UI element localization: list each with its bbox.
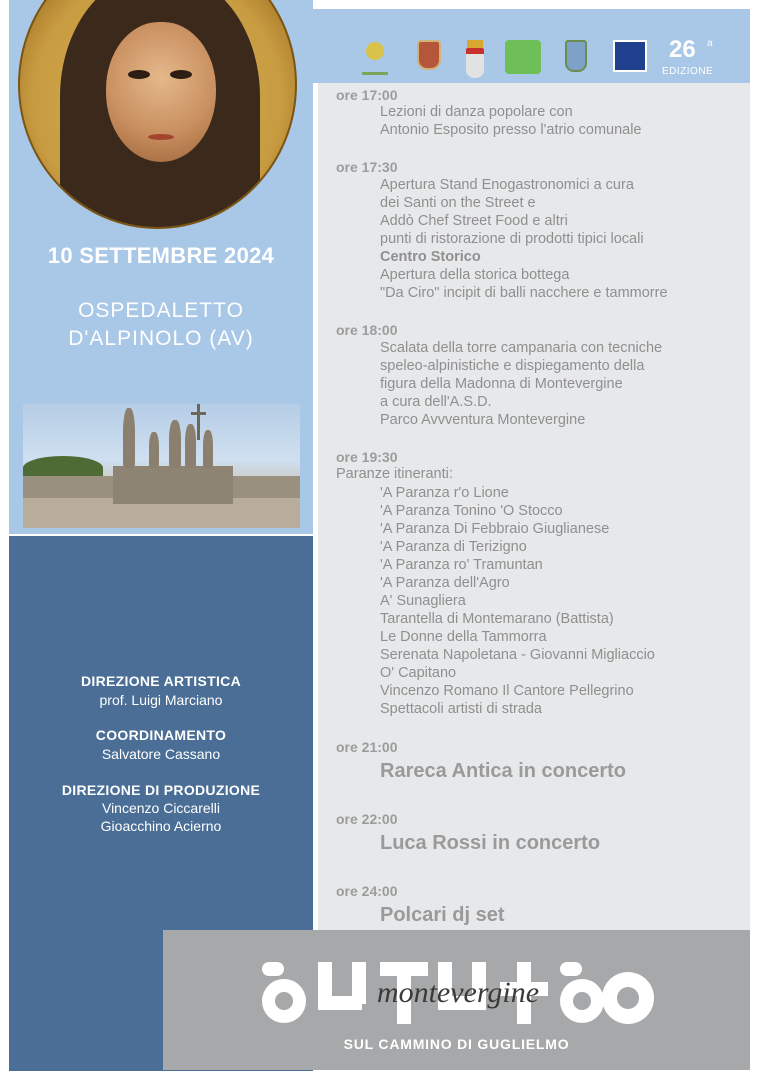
program-time: ore 18:00 bbox=[336, 322, 398, 338]
program-line: 'A Paranza dell'Agro bbox=[380, 575, 510, 591]
program-line: 'A Paranza Di Febbraio Giuglianese bbox=[380, 521, 610, 537]
program-time: ore 19:30 bbox=[336, 449, 398, 465]
program-headline: Luca Rossi in concerto bbox=[380, 832, 601, 854]
coat-of-arms-logo-2 bbox=[465, 40, 485, 78]
credit-role: DIREZIONE ARTISTICA bbox=[81, 673, 241, 689]
program-line: Tarantella di Montemarano (Battista) bbox=[380, 611, 614, 627]
program-line: 'A Paranza r'o Lione bbox=[380, 485, 509, 501]
edition-suffix: a bbox=[707, 38, 713, 49]
event-date: 10 SETTEMBRE 2024 bbox=[47, 243, 275, 268]
program-line: a cura dell'A.S.D. bbox=[380, 394, 492, 410]
program-line: Serenata Napoletana - Giovanni Migliaccio bbox=[380, 647, 655, 663]
madonna-icon bbox=[18, 0, 297, 229]
program-line: Scalata della torre campanaria con tecniche bbox=[380, 340, 663, 356]
credit-role: COORDINAMENTO bbox=[95, 727, 227, 743]
program-line: dei Santi on the Street e bbox=[380, 195, 536, 211]
program-line: O' Capitano bbox=[380, 665, 457, 681]
program-line: 'A Paranza ro' Tramuntan bbox=[380, 557, 543, 573]
credit-name: prof. Luigi Marciano bbox=[99, 692, 223, 708]
program-headline: Polcari dj set bbox=[380, 904, 505, 926]
coat-of-arms-logo-3 bbox=[565, 40, 587, 78]
coat-of-arms-logo-1 bbox=[416, 40, 442, 78]
program-line: Apertura Stand Enogastronomici a cura bbox=[380, 177, 634, 193]
event-place-line1: OSPEDALETTO bbox=[78, 299, 244, 322]
credit-name: Vincenzo Ciccarelli bbox=[101, 800, 220, 816]
parco-partenio-logo bbox=[505, 40, 543, 78]
credit-name: Salvatore Cassano bbox=[101, 746, 221, 762]
program-time: ore 17:30 bbox=[336, 159, 398, 175]
credit-name: Gioacchino Acierno bbox=[100, 818, 222, 834]
footer-subtitle: SUL CAMMINO DI GUGLIELMO bbox=[343, 1036, 570, 1052]
program-line: Le Donne della Tammorra bbox=[380, 629, 547, 645]
program-line: Antonio Esposito presso l'atrio comunale bbox=[380, 122, 642, 138]
program-line: Parco Avvventura Montevergine bbox=[380, 412, 586, 428]
program-line: Addò Chef Street Food e altri bbox=[380, 213, 568, 229]
program-line: figura della Madonna di Montevergine bbox=[380, 376, 623, 392]
monument-photo bbox=[23, 404, 300, 528]
edition-number: 26 bbox=[669, 36, 696, 63]
program-line: Spettacoli artisti di strada bbox=[380, 701, 542, 717]
sponsor-logo-1 bbox=[362, 40, 388, 78]
program-line: speleo-alpinistiche e dispiegamento della bbox=[380, 358, 645, 374]
program-time: ore 17:00 bbox=[336, 87, 398, 103]
program-line: punti di ristorazione di prodotti tipici locali bbox=[380, 231, 644, 247]
program-line: "Da Ciro" incipit di balli nacchere e tammorre bbox=[380, 285, 668, 301]
event-place-line2: D'ALPINOLO (AV) bbox=[68, 327, 254, 350]
program-intro: Paranze itineranti: bbox=[336, 466, 453, 482]
program-line: Lezioni di danza popolare con bbox=[380, 104, 573, 120]
program-headline: Rareca Antica in concerto bbox=[380, 760, 627, 782]
program-line: Apertura della storica bottega bbox=[380, 267, 570, 283]
credit-role: DIREZIONE DI PRODUZIONE bbox=[61, 782, 261, 798]
program-location: Centro Storico bbox=[380, 249, 481, 265]
program-time: ore 22:00 bbox=[336, 811, 398, 827]
brand-script: montevergine bbox=[376, 976, 540, 1009]
program-line: Vincenzo Romano Il Cantore Pellegrino bbox=[380, 683, 634, 699]
edition-label: EDIZIONE bbox=[662, 66, 714, 77]
program-line: 'A Paranza di Terizigno bbox=[380, 539, 527, 555]
program-time: ore 24:00 bbox=[336, 883, 398, 899]
regione-campania-logo bbox=[613, 40, 645, 78]
montevergine-logo bbox=[262, 962, 654, 1024]
program-line: A' Sunagliera bbox=[380, 593, 466, 609]
program-time: ore 21:00 bbox=[336, 739, 398, 755]
program-line: 'A Paranza Tonino 'O Stocco bbox=[380, 503, 563, 519]
